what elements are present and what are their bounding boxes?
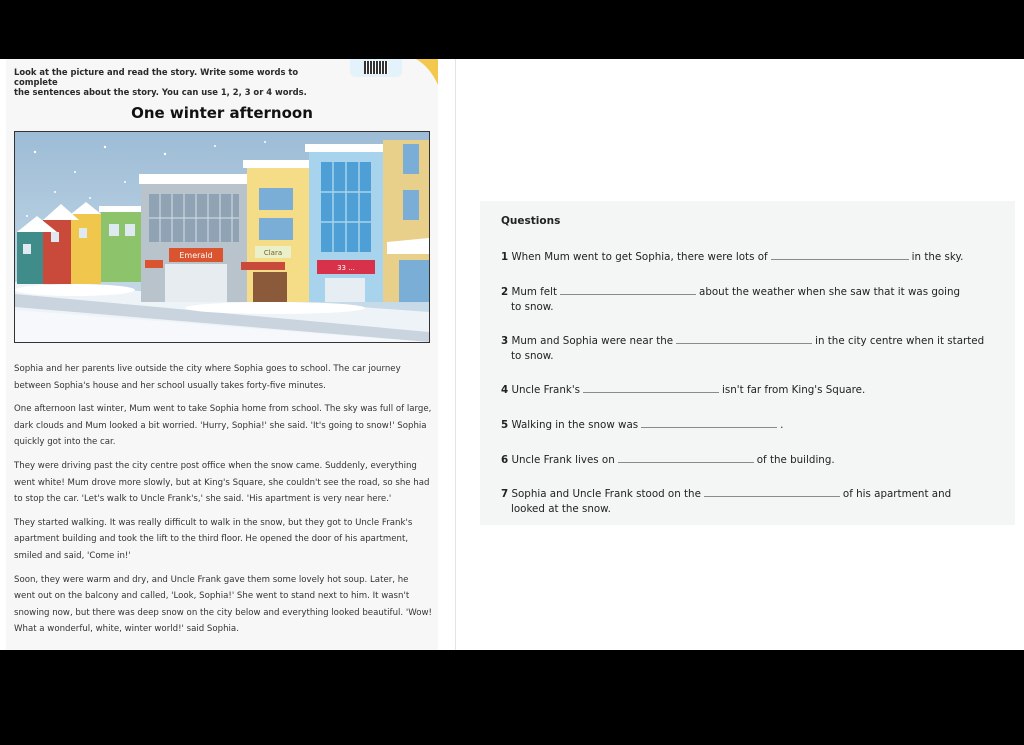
instructions-line-1: Look at the picture and read the story. Write some words to complete	[14, 67, 299, 87]
question-5	[501, 418, 1001, 433]
question-text-after: of the building.	[756, 454, 835, 466]
question-text-after: about the weather when she saw that it was going	[699, 286, 961, 298]
question-text-after: in the sky.	[911, 251, 964, 263]
question-number: 1	[501, 251, 509, 263]
shop-sign-1: Emerald	[179, 251, 213, 260]
story-paragraph-1: Sophia and her parents live outside the city where Sophia goes to school. The car journey between Sophia's house and her school usually takes forty-five minutes.	[14, 364, 401, 391]
question-text-before: Uncle Frank lives on	[511, 454, 615, 466]
answer-blank[interactable]	[618, 461, 754, 463]
shop-sign-3: 33 ...	[337, 264, 355, 272]
qr-code-icon[interactable]	[350, 59, 402, 77]
page-corner-decoration	[416, 59, 438, 85]
story-illustration	[14, 131, 430, 343]
question-number: 4	[501, 384, 509, 396]
instructions	[14, 67, 344, 97]
story-page	[6, 59, 438, 650]
worksheet	[0, 59, 1024, 650]
answer-blank[interactable]	[641, 426, 777, 428]
question-3	[501, 334, 1001, 364]
question-4	[501, 383, 1001, 398]
question-continuation: to snow.	[511, 350, 554, 362]
question-number: 3	[501, 335, 509, 347]
answer-blank[interactable]	[771, 258, 909, 260]
story-paragraph-5: Soon, they were warm and dry, and Uncle Frank gave them some lovely hot soup. Later, he went out on the balcony and called, 'Look, Sophia!' She went to stand next to him. It wasn't snowing now, but there was deep snow on the city below and everything looked beautiful. 'Wow! What a wonderful, white, winter world!' said Sophia.	[14, 574, 432, 635]
answer-blank[interactable]	[560, 293, 696, 295]
question-number: 2	[501, 286, 509, 298]
question-text-before: Uncle Frank's	[511, 384, 581, 396]
question-text-before: Walking in the snow was	[511, 419, 639, 431]
question-1	[501, 250, 1001, 265]
page-divider	[455, 59, 456, 650]
question-continuation: to snow.	[511, 301, 554, 313]
answer-blank[interactable]	[704, 495, 840, 497]
question-text-after: .	[780, 419, 784, 431]
question-text-after: in the city centre when it started	[815, 335, 985, 347]
question-text-before: Sophia and Uncle Frank stood on the	[511, 488, 701, 500]
question-text-before: When Mum went to get Sophia, there were lots of	[511, 251, 768, 263]
question-number: 5	[501, 419, 509, 431]
question-text-after: isn't far from King's Square.	[722, 384, 866, 396]
question-6	[501, 453, 1001, 468]
question-text-before: Mum felt	[511, 286, 558, 298]
questions-panel	[480, 201, 1015, 525]
story-paragraph-3: They were driving past the city centre post office when the snow came. Suddenly, everything went white! Mum drove more slowly, but at King's Square, she couldn't see the road, so she had to stop the car. 'Let's walk to Uncle Frank's,' she said. 'His apartment is very near here.'	[14, 460, 430, 505]
questions-heading: Questions	[501, 215, 561, 227]
question-text-before: Mum and Sophia were near the	[511, 335, 674, 347]
story-paragraph-2: One afternoon last winter, Mum went to take Sophia home from school. The sky was full of large, dark clouds and Mum looked a bit worried. 'Hurry, Sophia!' she said. 'It's going to snow!' Sophia quickly got into the car.	[14, 404, 432, 448]
story-text	[14, 361, 432, 645]
story-title: One winter afternoon	[131, 104, 313, 122]
shop-sign-2: Clara	[263, 249, 283, 257]
answer-blank[interactable]	[583, 391, 719, 393]
question-text-after: of his apartment and	[842, 488, 952, 500]
question-2	[501, 285, 1001, 315]
question-continuation: looked at the snow.	[511, 503, 611, 515]
story-paragraph-4: They started walking. It was really difficult to walk in the snow, but they got to Uncle Frank's apartment building and took the lift to the third floor. He opened the door of his apartment, smiled and said, 'Come in!'	[14, 517, 413, 561]
question-number: 6	[501, 454, 509, 466]
instructions-line-2: the sentences about the story. You can use 1, 2, 3 or 4 words.	[14, 87, 307, 97]
question-7	[501, 487, 1001, 517]
question-number: 7	[501, 488, 509, 500]
answer-blank[interactable]	[676, 342, 812, 344]
